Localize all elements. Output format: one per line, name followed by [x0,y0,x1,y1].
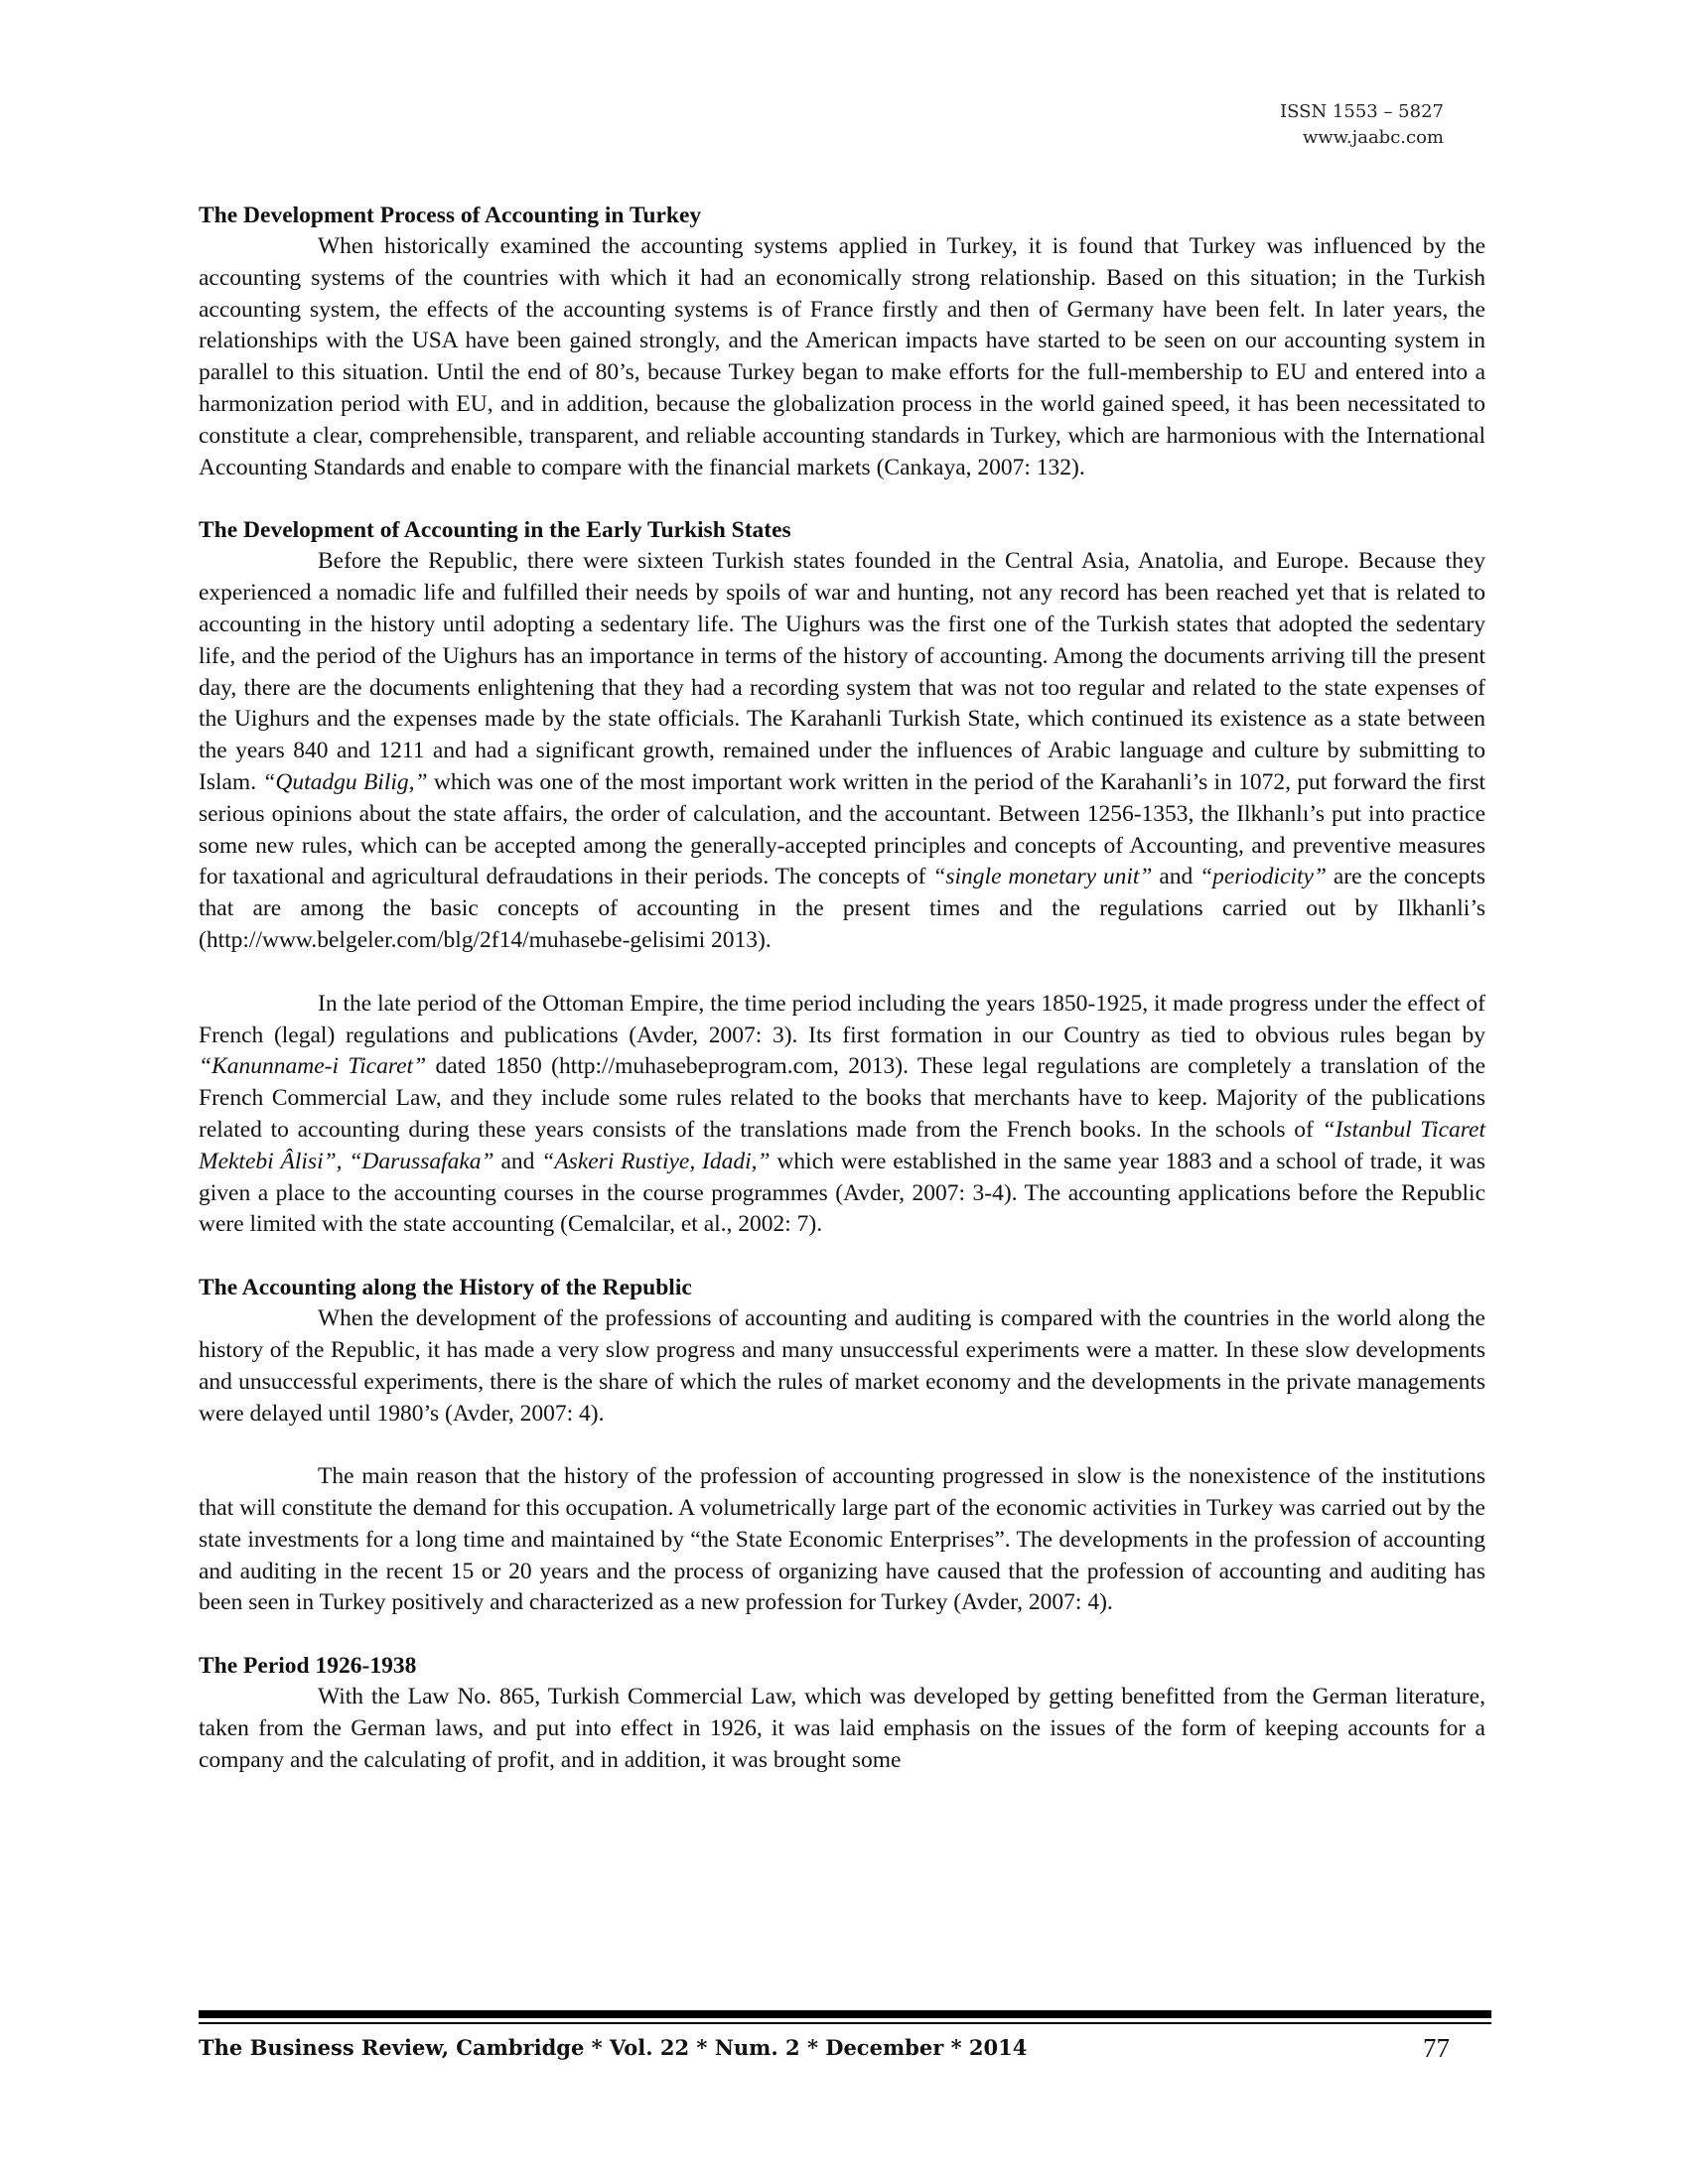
paragraph: When the development of the professions of accounting and auditing is compared with the countries in the world along the history of the Republic, it has made a very slow progress and many unsuccessful experiments were a matter. In these slow developments and unsuccessful experiments, there is the share of which the rules of market economy and the developments in the private managements were delayed until 1980’s (Avder, 2007: 4). [199,1305,1485,1427]
page-header [1280,99,1444,151]
text-run: which were established in the same year 1883 and a school of trade, it was given a place to the accounting courses in the course programmes (Avder, 2007: 3-4). The accounting applications before the Republic were limited with the state accounting (Cemalcilar, et al., 2002: 7). [199,1148,1486,1238]
text-run: which was one of the most important work written in the period of the Karahanli’s in 1072, put forward the first serious opinions about the state affairs, the order of calculation, and the accountant. Between 1256-1353, the Ilkhanlı’s put into practice some new rules, which can be accepted among the generally-accepted principles and concepts of Accounting, and preventive measures for taxational and agricultural defraudations in their periods. The concepts of [199,768,1486,890]
italic-term: “Askeri Rustiye, Idadi,” [541,1148,771,1174]
footer-journal-citation: The Business Review, Cambridge * Vol. 22 * Num. 2 * December * 2014 [199,2035,1028,2060]
paragraph: The main reason that the history of the profession of accounting progressed in slow is the nonexistence of the institutions that will constitute the demand for this occupation. A volumetrically large part of the economic activities in Turkey was carried out by the state investments for a long time and maintained by “the State Economic Enterprises”. The developments in the profession of accounting and auditing in the recent 15 or 20 years and the process of organizing have caused that the profession of accounting and auditing has been seen in Turkey positively and characterized as a new profession for Turkey (Avder, 2007: 4). [199,1463,1485,1616]
italic-term: “Istanbul Ticaret Mektebi Âlisi”, “Darussafaka” [199,1116,1485,1174]
section-heading: The Development Process of Accounting in Turkey [199,203,702,228]
section-early-turkish-states [199,515,1485,1241]
section-heading: The Period 1926-1938 [199,1653,417,1680]
section-heading: The Development of Accounting in the Early Turkish States [199,517,791,544]
section-republic-history [199,1273,1485,1619]
text-run: Before the Republic, there were sixteen Turkish states founded in the Central Asia, Anatolia, and Europe. Because they experienced a nomadic life and fulfilled their needs by spoils of war and hunting, not any record has been reached yet that is related to accounting in the history until adopting a sedentary life. The Uighurs was the first one of the Turkish states that adopted the sedentary life, and the period of the Uighurs has an importance in terms of the history of accounting. Among the documents arriving till the present day, there are the documents enlightening that they had a recording system that was not too regular and related to the state expenses of the Uighurs and the expenses made by the state officials. The Karahanli Turkish State, which continued its existence as a state between the years 840 and 1211 and had a significant growth, remained under the influences of Arabic language and culture by submitting to Islam. [199,548,1485,795]
italic-term: “periodicity” [1199,864,1328,890]
text-run: dated 1850 (http://muhasebeprogram.com, 2013). These legal regulations are completely a translation of the French Commercial Law, and they include some rules related to the books that merchants have to keep. Majority of the publications related to accounting during these years consists of the translations made from the French books. In the schools of [199,1053,1485,1143]
italic-term: “Kanunname-i Ticaret” [199,1053,427,1080]
issn-number: ISSN 1553 – 5827 [1280,101,1444,122]
article-body [199,201,1485,1777]
italic-term: “single monetary unit” [932,864,1153,890]
paragraph: With the Law No. 865, Turkish Commercial Law, which was developed by getting benefitted from the German literature, taken from the German laws, and put into effect in 1926, it was laid emphasis on the issues of the form of keeping accounts for a company and the calculating of profit, and in addition, it was brought some [199,1684,1485,1773]
section-heading: The Accounting along the History of the Republic [199,1275,692,1301]
paragraph: When historically examined the accounting systems applied in Turkey, it is found that Turkey was influenced by the accounting systems of the countries with which it had an economically strong relationship. Based on this situation; in the Turkish accounting system, the effects of the accounting systems is of France firstly and then of Germany have been felt. In later years, the relationships with the USA have been gained strongly, and the American impacts have started to be seen on our accounting system in parallel to this situation. Until the end of 80’s, because Turkey began to make efforts for the full-membership to EU and entered into a harmonization period with EU, and in addition, because the globalization process in the world gained speed, it has been necessitated to constitute a clear, comprehensible, transparent, and reliable accounting standards in Turkey, which are harmonious with the International Accounting Standards and enable to compare with the financial markets (Cankaya, 2007: 132). [199,233,1485,480]
footer-rule-thin [199,2022,1491,2024]
text-run: and [500,1148,535,1174]
text-run: and [1159,864,1194,890]
paragraph [199,989,1485,1241]
paragraph [199,546,1485,956]
text-run: are the concepts that are among the basic concepts of accounting in the present times and the regulations carried out by Ilkhanli’s (http://www.belgeler.com/blg/2f14/muhasebe-gelisimi 2013). [199,864,1486,953]
footer-rule-thick [199,2010,1491,2018]
italic-term: “Qutadgu Bilig,” [262,768,428,795]
text-run: In the late period of the Ottoman Empire, the time period including the years 1850-1925, it made progress under the effect of French (legal) regulations and publications (Avder, 2007: 3). Its first formation in our Country as tied to obvious rules began by [199,990,1485,1048]
section-development-process [199,201,1485,483]
page-number: 77 [1423,2033,1450,2063]
journal-website: www.jaabc.com [1302,127,1444,148]
section-period-1926-1938 [199,1651,1485,1776]
